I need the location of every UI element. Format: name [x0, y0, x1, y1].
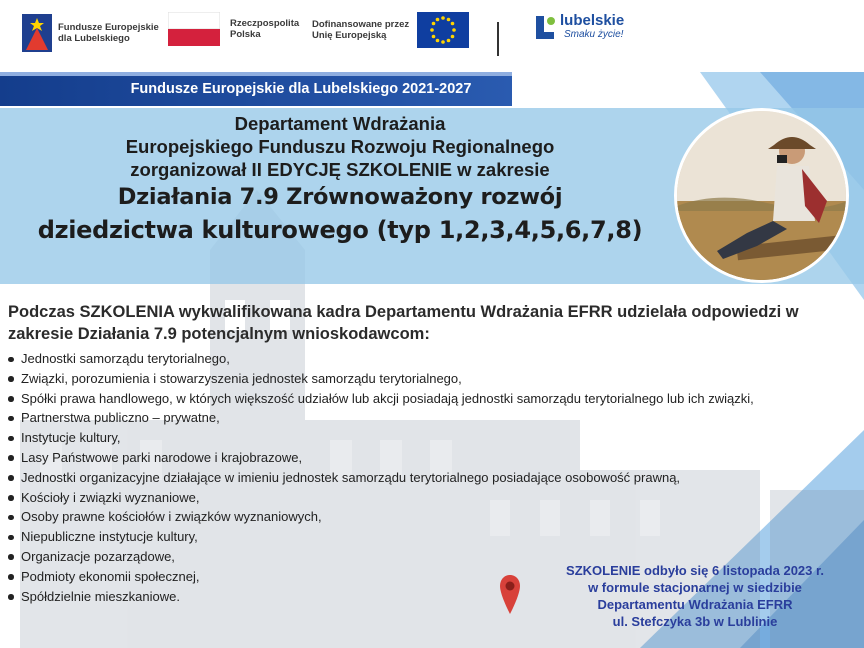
- event-line-4: ul. Stefczyka 3b w Lublinie: [612, 614, 778, 629]
- list-item: [8, 448, 818, 468]
- intro-text: Podczas SZKOLENIA wykwalifikowana kadra Departamentu Wdrażania EFRR udzielała odpowiedzi w zakresie Działania 7.9 potencjalnym wnioskodawcom:: [8, 303, 799, 343]
- traveler-photo-image: [677, 111, 849, 283]
- logo-bar: [0, 0, 864, 72]
- list-item: [8, 468, 818, 488]
- lubelskie-emblem-icon: [532, 12, 558, 42]
- bullet-dot-icon: [8, 495, 14, 501]
- lubelskie-name: lubelskie: [560, 12, 625, 29]
- list-item: [8, 488, 818, 508]
- list-item-text: Partnerstwa publiczno – prywatne,: [21, 410, 220, 426]
- bullet-dot-icon: [8, 357, 14, 363]
- lubelskie-slogan: Smaku życie!: [564, 29, 624, 40]
- event-line-1: SZKOLENIE odbyło się 6 listopada 2023 r.: [566, 563, 824, 578]
- list-item-text: Jednostki organizacyjne działające w imieniu jednostek samorządu terytorialnego posiadające osobowość prawną,: [21, 469, 681, 485]
- bullet-dot-icon: [8, 554, 14, 560]
- bullet-dot-icon: [8, 475, 14, 481]
- header-line-1: Departament Wdrażania: [234, 113, 446, 134]
- traveler-photo: [674, 108, 849, 283]
- list-item: [8, 349, 818, 369]
- list-item-text: Podmioty ekonomii społecznej,: [21, 568, 200, 584]
- bullet-dot-icon: [8, 455, 14, 461]
- list-item-text: Osoby prawne kościołów i związków wyznaniowych,: [21, 509, 322, 525]
- lubelskie-logo: [532, 12, 624, 42]
- eu-logo: [312, 12, 469, 48]
- eu-logo-text: Dofinansowane przez Unię Europejską: [312, 19, 410, 41]
- list-item: [8, 369, 818, 389]
- list-item: [8, 428, 818, 448]
- header-title: [0, 112, 680, 247]
- header-line-5: dziedzictwa kulturowego (typ 1,2,3,4,5,6,7,8): [37, 216, 643, 244]
- logo-divider: [497, 22, 499, 56]
- list-item-text: Lasy Państwowe parki narodowe i krajobrazowe,: [21, 449, 303, 465]
- banner-strip: [0, 72, 512, 76]
- bullet-dot-icon: [8, 396, 14, 402]
- list-item-text: Instytucje kultury,: [21, 430, 121, 446]
- list-item-text: Kościoły i związki wyznaniowe,: [21, 489, 200, 505]
- bullet-dot-icon: [8, 515, 14, 521]
- list-item-text: Związki, porozumienia i stowarzyszenia jednostek samorządu terytorialnego,: [21, 370, 462, 386]
- header-line-2: Europejskiego Funduszu Rozwoju Regionalnego: [125, 136, 555, 157]
- bullet-dot-icon: [8, 574, 14, 580]
- bullet-dot-icon: [8, 376, 14, 382]
- event-line-3: Departamentu Wdrażania EFRR: [597, 597, 793, 612]
- bullet-dot-icon: [8, 436, 14, 442]
- list-item: [8, 408, 818, 428]
- list-item-text: Spółdzielnie mieszkaniowe.: [21, 588, 180, 604]
- header-line-4: Działania 7.9 Zrównoważony rozwój: [117, 184, 563, 210]
- fundusze-europejskie-logo: [22, 12, 159, 54]
- program-banner-text: Fundusze Europejskie dla Lubelskiego 2021-2027: [130, 81, 472, 97]
- rzeczpospolita-logo: [168, 12, 299, 46]
- list-item: [8, 389, 818, 409]
- bullet-dot-icon: [8, 594, 14, 600]
- list-item-text: Niepubliczne instytucje kultury,: [21, 529, 198, 545]
- header-line-3: zorganizował II EDYCJĘ SZKOLENIE w zakresie: [130, 159, 550, 180]
- polish-flag-icon: [168, 12, 220, 46]
- list-item-text: Spółki prawa handlowego, w których większość udziałów lub akcji posiadają jednostki samorządu terytorialnego lub ich związki,: [21, 390, 754, 406]
- event-info: [530, 562, 860, 630]
- event-line-2: w formule stacjonarnej w siedzibie: [588, 580, 802, 595]
- bullet-dot-icon: [8, 416, 14, 422]
- fe-star-icon: [22, 12, 52, 54]
- program-banner: [0, 72, 512, 106]
- list-item-text: Organizacje pozarządowe,: [21, 548, 175, 564]
- list-item: [8, 527, 818, 547]
- eu-flag-icon: [417, 12, 469, 48]
- fe-logo-text: Fundusze Europejskie dla Lubelskiego: [58, 22, 159, 44]
- bullet-dot-icon: [8, 535, 14, 541]
- location-pin-icon: [499, 574, 521, 616]
- list-item: [8, 507, 818, 527]
- pl-logo-text: Rzeczpospolita Polska: [230, 18, 300, 40]
- list-item-text: Jednostki samorządu terytorialnego,: [21, 351, 230, 366]
